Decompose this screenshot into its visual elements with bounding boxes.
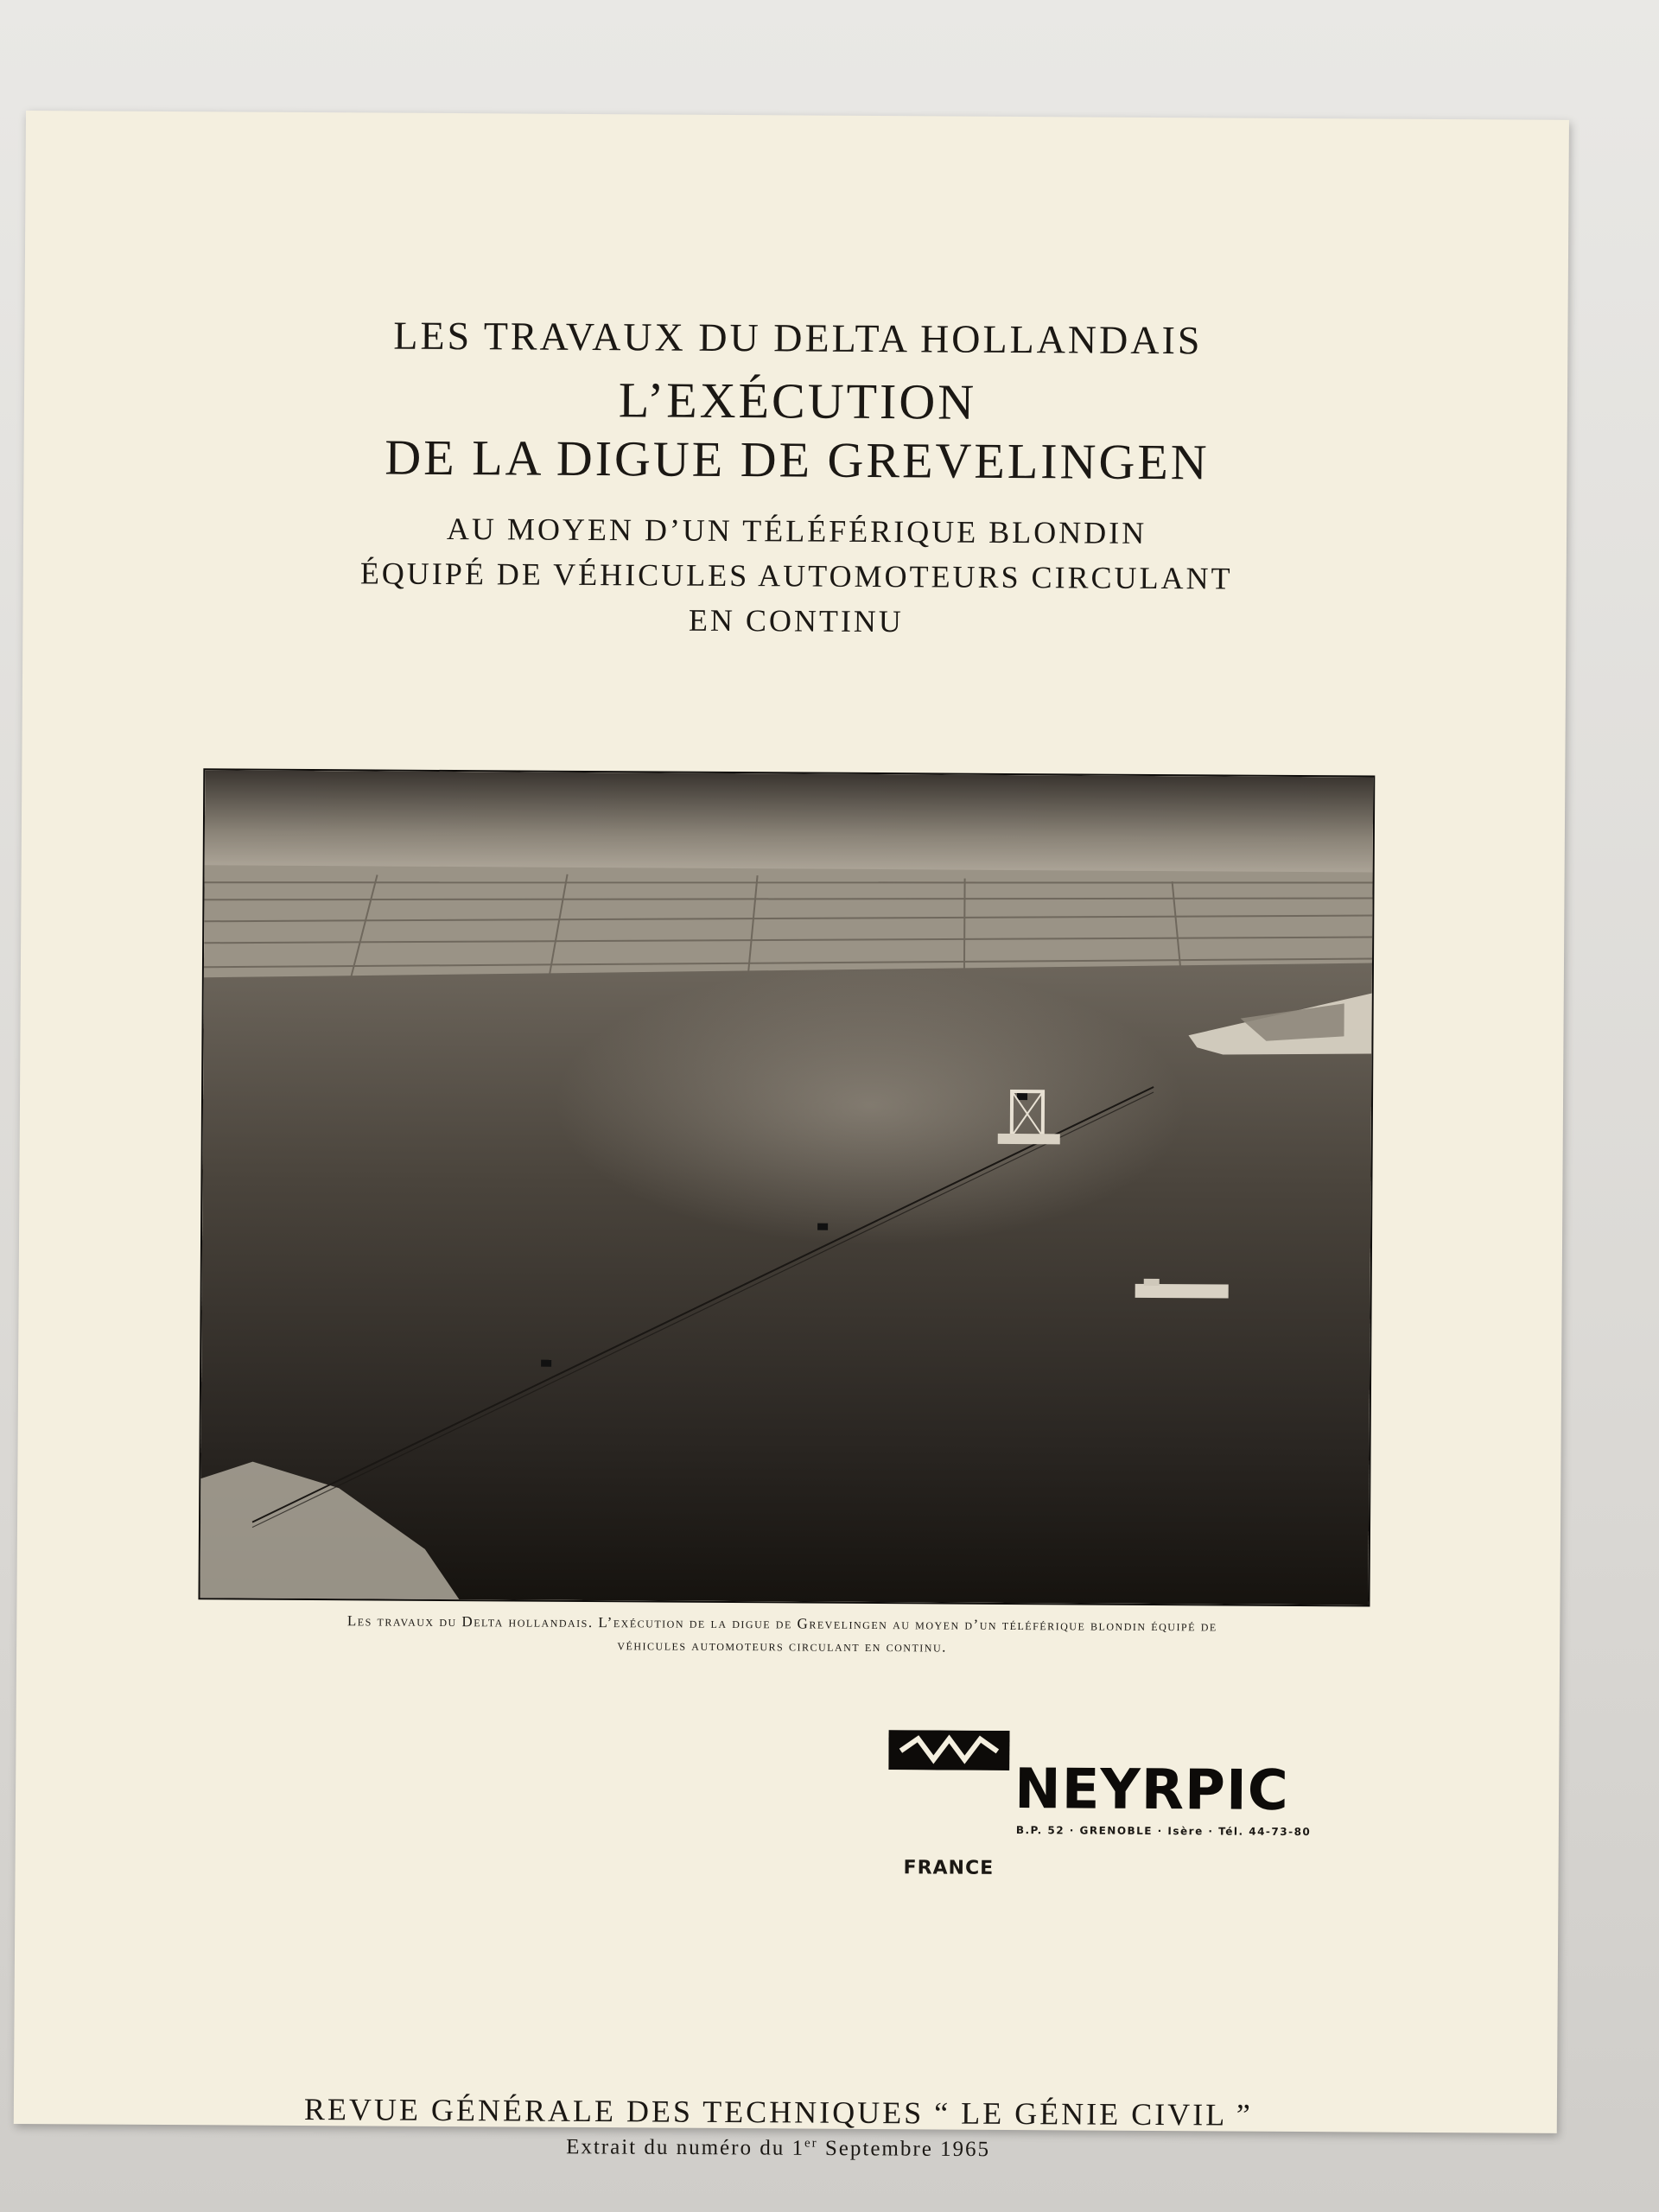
caption-line: véhicules automoteurs circulant en continu. bbox=[617, 1637, 947, 1656]
journal-title: REVUE GÉNÉRALE DES TECHNIQUES “ LE GÉNIE CIVIL ” bbox=[303, 2092, 1253, 2133]
subtitle-line: ÉQUIPÉ DE VÉHICULES AUTOMOTEURS CIRCULANT bbox=[359, 556, 1233, 596]
heading-main-1: L’EXÉCUTION bbox=[618, 372, 977, 430]
issue-extract-suffix: Septembre 1965 bbox=[817, 2137, 991, 2162]
caption-line: Les travaux du Delta hollandais. L’exécution de la digue de Grevelingen au moyen d’un téléférique blondin équipé de bbox=[346, 1612, 1217, 1635]
aerial-photo bbox=[198, 768, 1375, 1606]
heading-main-2: DE LA DIGUE DE GREVELINGEN bbox=[385, 429, 1210, 491]
heading-series: LES TRAVAUX DU DELTA HOLLANDAIS bbox=[393, 313, 1203, 363]
issue-extract-prefix: Extrait du numéro du 1 bbox=[566, 2135, 805, 2161]
publication-footer bbox=[221, 2090, 1336, 2164]
company-country: FRANCE bbox=[903, 1857, 995, 1879]
brochure-page bbox=[14, 111, 1569, 2162]
aerial-photo-graphic bbox=[200, 770, 1373, 1605]
subtitle bbox=[308, 505, 1285, 646]
company-address: B.P. 52 · GRENOBLE · Isère · Tél. 44-73-80 bbox=[1015, 1824, 1312, 1839]
company-logo-block bbox=[888, 1730, 1373, 1845]
subtitle-line: EN CONTINU bbox=[688, 602, 905, 639]
neyrpic-emblem-icon bbox=[888, 1730, 1009, 1770]
photo-caption bbox=[189, 1609, 1375, 1661]
title-block bbox=[308, 311, 1286, 646]
issue-extract-superscript: er bbox=[804, 2136, 818, 2151]
company-name: NEYRPIC bbox=[1014, 1758, 1289, 1823]
subtitle-line: AU MOYEN D’UN TÉLÉFÉRIQUE BLONDIN bbox=[446, 511, 1147, 550]
